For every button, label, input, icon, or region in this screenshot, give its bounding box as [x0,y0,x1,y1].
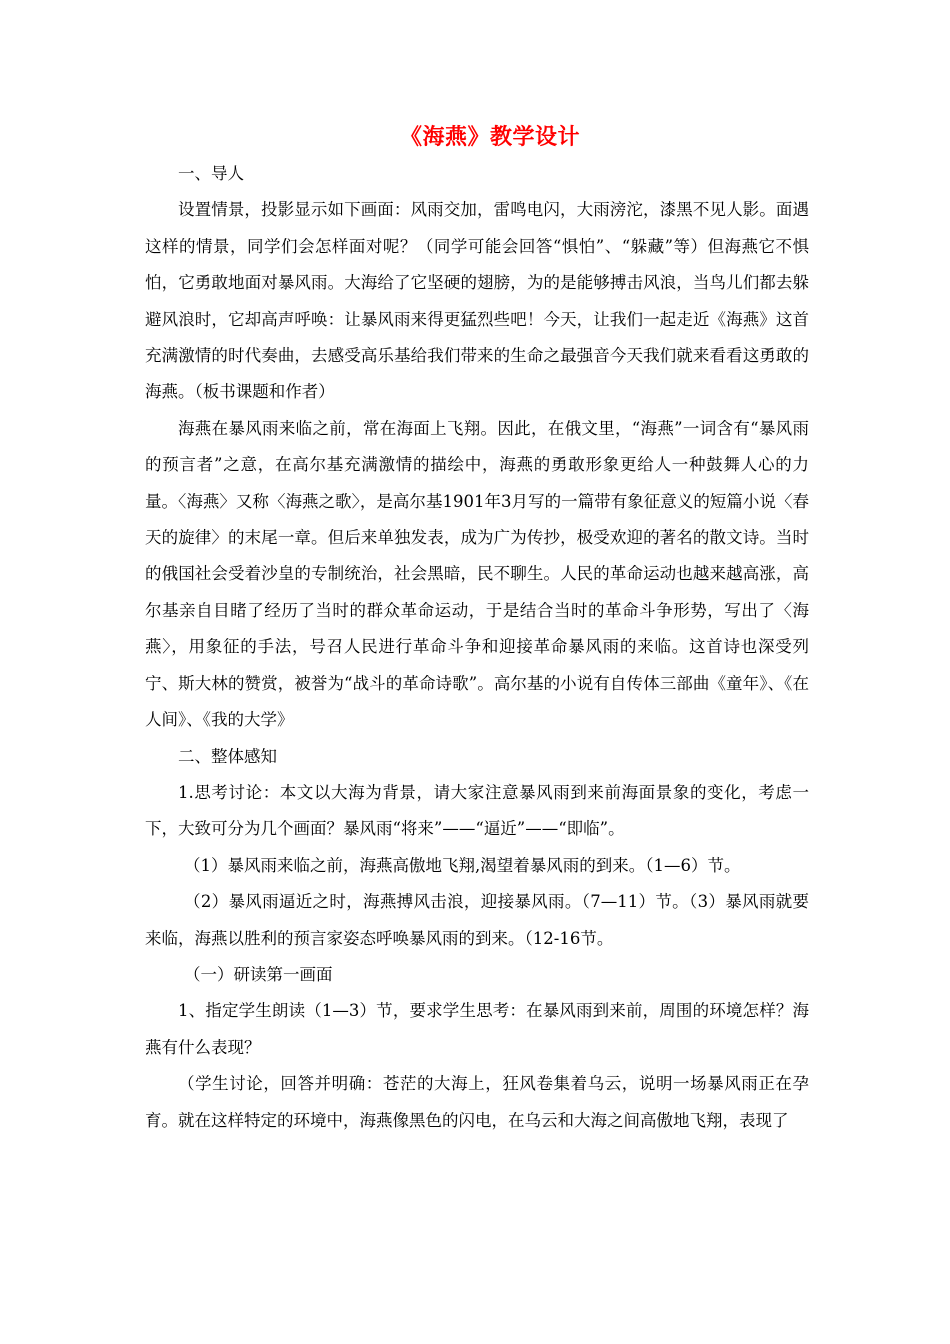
paragraph-discussion: 1.思考讨论：本文以大海为背景，请大家注意暴风雨到来前海面景象的变化，考虑一下，大致可分为几个画面？暴风雨“将来”——“逼近”——“即临”。 [145,782,809,839]
section-heading-intro: 一、导人 [178,164,244,183]
document-title: 《海燕》教学设计 [399,124,580,150]
document-body [145,156,809,1139]
paragraph-background: 海燕在暴风雨来临之前，常在海面上飞翔。因此，在俄文里，“海燕”一词含有“暴风雨的预言者”之意，在高尔基充满激情的描绘中，海燕的勇敢形象更给人一种鼓舞人心的力量。〈海燕〉又称〈海燕之歌〉，是高尔基1901年3月写的一篇带有象征意义的短篇小说〈春天的旋律〉的末尾一章。但后来单独发表，成为广为传抄，极受欢迎的著名的散文诗。当时的俄国社会受着沙皇的专制统治，社会黑暗，民不聊生。人民的革命运动也越来越高涨，高尔基亲自目睹了经历了当时的群众革命运动，于是结合当时的革命斗争形势，写出了〈海燕〉，用象征的手法，号召人民进行革命斗争和迎接革命暴风雨的来临。这首诗也深受列宁、斯大林的赞赏，被誉为“战斗的革命诗歌”。高尔基的小说有自传体三部曲《童年》、《在人间》、《我的大学》 [145,418,809,730]
paragraph-part-two-three: （2）暴风雨逼近之时，海燕搏风击浪，迎接暴风雨。（7—11）节。（3）暴风雨就要来临，海燕以胜利的预言家姿态呼唤暴风雨的到来。（12-16节。 [145,892,809,948]
paragraph-reading-task: 1、指定学生朗读（1—3）节，要求学生思考：在暴风雨到来前，周围的环境怎样？海燕有什么表现？ [145,1001,809,1057]
paragraph-scenario: 设置情景，投影显示如下画面：风雨交加，雷鸣电闪，大雨滂沱，漆黑不见人影。面遇这样的情景，同学们会怎样面对呢？（同学可能会回答“惧怕”、“躲藏”等）但海燕它不惧怕，它勇敢地面对暴风雨。大海给了它坚硬的翅膀，为的是能够搏击风浪，当鸟儿们都去躲避风浪时，它却高声呼唤：让暴风雨来得更猛烈些吧！今天，让我们一起走近《海燕》这首充满激情的时代奏曲，去感受高乐基给我们带来的生命之最强音今天我们就来看看这勇敢的海燕。（板书课题和作者） [145,200,809,402]
paragraph-part-one: （1）暴风雨来临之前，海燕高傲地飞翔,渴望着暴风雨的到来。（1—6）节。 [184,855,741,875]
subsection-heading-first-scene: （一）研读第一画面 [184,964,333,984]
section-heading-overview: 二、整体感知 [178,746,277,766]
paragraph-student-answer: （学生讨论，回答并明确：苍茫的大海上，狂风卷集着乌云，说明一场暴风雨正在孕育。就在这样特定的环境中，海燕像黑色的闪电，在乌云和大海之间高傲地飞翔，表现了 [145,1074,809,1130]
